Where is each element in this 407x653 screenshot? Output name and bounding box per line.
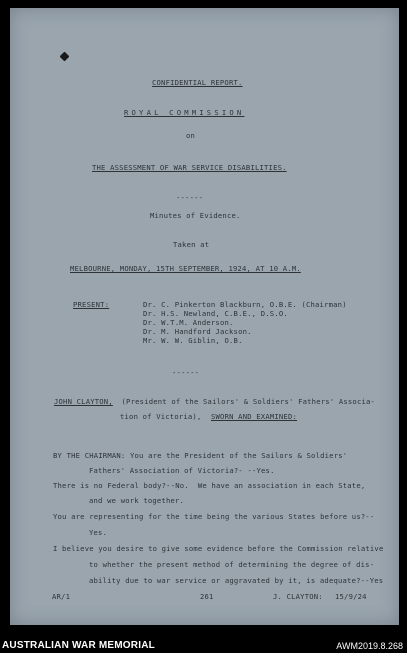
present-member: Dr. M. Handford Jackson. <box>143 327 252 336</box>
separator-1: ------ <box>176 193 204 202</box>
punch-hole <box>60 52 70 62</box>
witness-description: (President of the Sailors' & Soldiers' Fathers' Associa- <box>117 397 376 406</box>
footer-date: 15/9/24 <box>335 592 367 601</box>
present-member: Mr. W. W. Giblin, O.B. <box>143 336 243 345</box>
evidence-line: Yes. <box>89 528 108 537</box>
place-date: MELBOURNE, MONDAY, 15TH SEPTEMBER, 1924, AT 10 A.M. <box>70 264 301 273</box>
footer-witness: J. CLAYTON: <box>273 592 323 601</box>
present-member: Dr. C. Pinkerton Blackburn, O.B.E. (Chairman) <box>143 300 347 309</box>
header-subject: THE ASSESSMENT OF WAR SERVICE DISABILITIES. <box>92 163 287 172</box>
witness-description-cont: tion of Victoria), <box>120 412 202 421</box>
header-commission: ROYAL COMMISSION <box>124 108 245 117</box>
evidence-line: There is no Federal body?--No. We have an association in each State, <box>53 481 366 490</box>
caption-accession-number: AWM2019.8.268 <box>336 641 403 651</box>
taken-at: Taken at <box>173 240 210 249</box>
evidence-line: Fathers' Association of Victoria?- --Yes. <box>89 466 275 475</box>
separator-2: ------ <box>172 368 200 377</box>
evidence-line: and we work together. <box>89 496 185 505</box>
witness-sworn: SWORN AND EXAMINED: <box>211 412 298 421</box>
caption-institution: AUSTRALIAN WAR MEMORIAL <box>2 640 155 651</box>
footer-page-number: 261 <box>200 592 214 601</box>
witness-name: JOHN CLAYTON, <box>54 397 113 406</box>
evidence-line: I believe you desire to give some evidence before the Commission relative <box>53 544 384 553</box>
evidence-line: to whether the present method of determining the degree of dis- <box>89 560 375 569</box>
evidence-line: BY THE CHAIRMAN: You are the President of the Sailors & Soldiers' <box>53 451 348 460</box>
footer-reference: AR/1 <box>52 592 71 601</box>
present-label: PRESENT: <box>73 300 110 309</box>
header-confidential: CONFIDENTIAL REPORT. <box>152 78 243 87</box>
evidence-line: ability due to war service or aggravated by it, is adequate?--Yes <box>89 576 384 585</box>
evidence-line: You are representing for the time being the various States before us?-- <box>53 512 375 521</box>
minutes-title: Minutes of Evidence. <box>150 211 241 220</box>
header-on: on <box>186 131 196 140</box>
present-member: Dr. W.T.M. Anderson. <box>143 318 234 327</box>
present-member: Dr. H.S. Newland, C.B.E., D.S.O. <box>143 309 288 318</box>
